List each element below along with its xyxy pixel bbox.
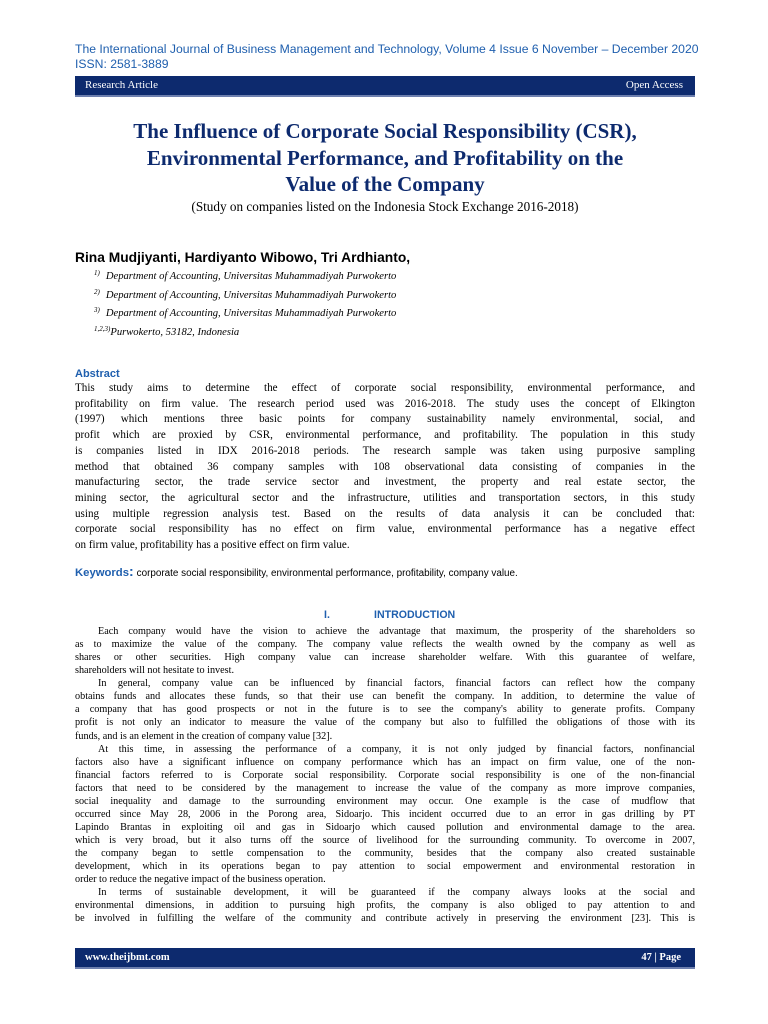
intro-line: a company that has good prospects or not in the future is to see the company's ability to generate profits. Company (75, 704, 695, 716)
intro-line: factors that need to be considered by the management to increase the value of the company as more improve companies, (75, 782, 695, 794)
abstract-line: method that obtained 36 company samples with 108 observational data consisting of companies in the (75, 460, 695, 473)
affiliation-mark: 3) (94, 306, 100, 315)
intro-line: environmental dimensions, in addition to pursuing high profits, the company is also obliged to pay attention to and (75, 900, 695, 912)
affiliation-text: Department of Accounting, Universitas Muhammadiyah Purwokerto (105, 308, 397, 320)
affiliations (94, 266, 396, 340)
intro-line: Lapindo Brantas in exploiting oil and gas in Sidoarjo which caused pollution and environmental damage to the area. (75, 821, 695, 833)
keywords-text: corporate social responsibility, environmental performance, profitability, company value. (136, 568, 518, 579)
affiliation-text: Department of Accounting, Universitas Muhammadiyah Purwokerto (105, 271, 397, 282)
intro-line: Each company would have the vision to achieve the advantage that maximum, the prosperity of the shareholders so (98, 626, 695, 637)
keywords-label: Keywords (75, 567, 129, 579)
intro-line: shares or other securities. High company value can increase shareholder welfare. With this guarantee of welfare, (75, 652, 695, 664)
affiliation-item (94, 303, 396, 322)
intro-line: obtains funds and allocates these funds, so that their use can benefit the company. In addition, to determine the value of (75, 691, 695, 703)
abstract-body (75, 381, 695, 554)
affiliation-text: Purwokerto, 53182, Indonesia (110, 326, 240, 338)
abstract-line: This study aims to determine the effect of corporate social responsibility, environmental performance, and (75, 382, 695, 394)
abstract-line: profitability on firm value. The research period used was 2016-2018. The study uses the concept of Elkington (75, 397, 695, 410)
intro-line: the company began to settle compensation to the community, besides that the company also created sustainable (75, 848, 695, 860)
abstract-line: is companies listed in IDX 2016-2018 periods. The research sample was taken using purposive sampling (75, 444, 695, 457)
intro-line: financial factors referred to is Corporate social responsibility. Corporate social responsibility is one of the non-financial (75, 769, 695, 781)
intro-line: which is very broad, but it also turns off the source of livelihood for the surrounding community. To overcome in 2007, (75, 835, 695, 846)
author-list: Rina Mudjiyanti, Hardiyanto Wibowo, Tri Ardhianto, (75, 250, 411, 265)
intro-line: In terms of sustainable development, it will be guaranteed if the company always looks at the social and (98, 887, 695, 899)
abstract-line: using multiple regression analysis test. Based on the results of data analysis it can be concluded that: (75, 507, 695, 520)
intro-line: profit is not only an indicator to measure the value of the company but also to fulfilled the obligations of those with its (75, 717, 695, 729)
intro-line: shareholders will not hesitate to invest. (75, 665, 235, 677)
article-title (75, 118, 695, 198)
keywords (75, 563, 695, 581)
affiliation-item (94, 266, 396, 285)
abstract-line: (1997) which mentions three basic points for company sustainability namely environmental, social, and (75, 413, 695, 426)
intro-line: social inequality and damage to the surrounding environment may occur. One example is the case of mudflow that (75, 795, 695, 807)
article-type-bar (75, 76, 695, 97)
abstract-line: manufacturing sector, the trade service sector and investment, the property and real estate sector, the (75, 476, 695, 489)
title-line: Environmental Performance, and Profitability on the (146, 145, 624, 170)
access-label: Open Access (625, 79, 683, 91)
intro-line: order to reduce the negative impact of the business operation. (75, 874, 326, 886)
keywords-colon: : (129, 563, 134, 579)
affiliation-mark: 1,2,3) (94, 324, 111, 333)
journal-website-link[interactable]: www.theijbmt.com (85, 952, 170, 963)
journal-issn: ISSN: 2581-3889 (75, 57, 169, 71)
journal-citation: The International Journal of Business Management and Technology, Volume 4 Issue 6 November – December 2020 (75, 42, 699, 56)
page-footer (75, 948, 695, 969)
title-line: The Influence of Corporate Social Responsibility (CSR), (133, 119, 637, 143)
intro-line: occurred since May 28, 2006 in the Porong area, Sidoarjo. This incident occurred due to an error in gas drilling by PT (75, 808, 695, 820)
page-number: 47 | Page (641, 952, 681, 963)
intro-line: At this time, in assessing the performance of a company, it is not only judged by financial factors, nonfinancial (98, 743, 695, 755)
section-number: I. (324, 609, 330, 621)
abstract-line: profit which are proxied by CSR, environmental performance, and profitability. The population in this study (75, 429, 695, 442)
article-type-label: Research Article (85, 79, 158, 91)
section-title: INTRODUCTION (374, 609, 456, 621)
journal-header (75, 42, 699, 72)
intro-line: In general, company value can be influenced by financial factors, financial factors can reflect how the company (98, 678, 695, 690)
abstract-line: on firm value, profitability has a positive effect on firm value. (75, 539, 350, 552)
title-line: Value of the Company (285, 172, 485, 196)
intro-line: factors also have a significant influence on company performance which has an impact on firm value, one of the non- (75, 756, 695, 768)
affiliation-mark: 2) (94, 287, 100, 296)
intro-line: as to maximize the value of the company. The company value reflects the wealth owned by the company as well as (75, 639, 695, 651)
article-subtitle: (Study on companies listed on the Indonesia Stock Exchange 2016-2018) (191, 199, 579, 214)
introduction-body (75, 625, 695, 925)
intro-line: development, which in its operations began to pay attention to social empowerment and environmental restoration in (75, 861, 695, 873)
affiliation-mark: 1) (94, 269, 100, 277)
abstract-line: corporate social responsibility has no effect on firm value, environmental performance has a negative effect (75, 523, 695, 536)
intro-line: funds, and is an element in the creation of company value [32]. (75, 730, 333, 742)
abstract-line: mining sector, the agricultural sector and the infrastructure, utilities and transportation sectors, in this study (75, 491, 695, 504)
abstract-heading: Abstract (75, 368, 120, 380)
intro-line: be involved in fulfilling the welfare of the community and contribute actively in preserving the environment [23]. This is (75, 913, 695, 925)
affiliation-text: Department of Accounting, Universitas Muhammadiyah Purwokerto (105, 289, 397, 301)
affiliation-item (94, 285, 396, 304)
affiliation-item (94, 322, 396, 341)
